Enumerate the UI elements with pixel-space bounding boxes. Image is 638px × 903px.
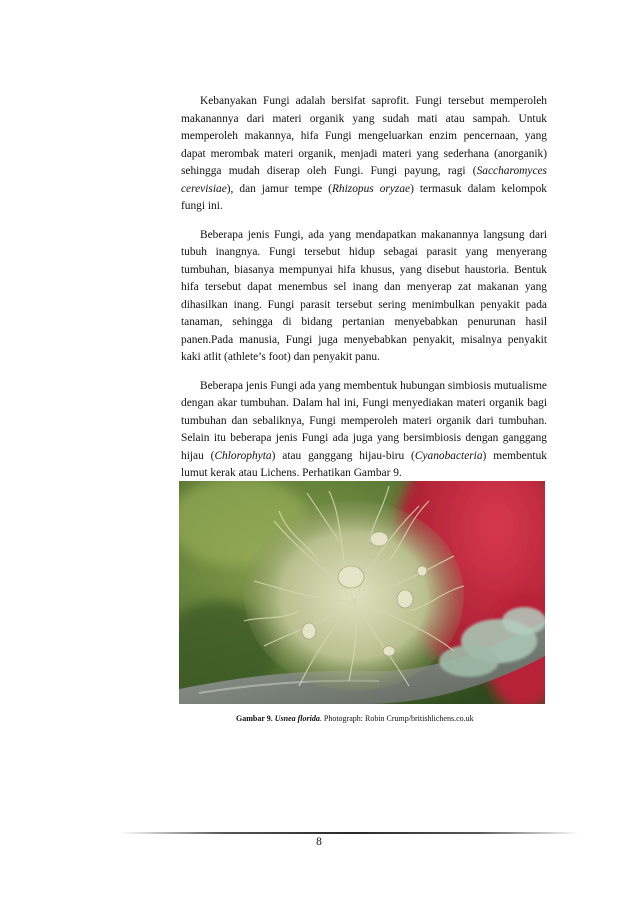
paragraph: Beberapa jenis Fungi ada yang membentuk hubungan simbiosis mutualisme dengan akar tumbuhan. Dalam hal ini, Fungi menyediakan materi organik bagi tumbuhan dan sebaliknya, Fungi memperoleh materi organik dari tumbuhan. Selain itu beberapa jenis Fungi ada juga yang bersimbiosis dengan ganggang hijau (Chlorophyta) atau ganggang hijau-biru (Cyanobacteria) membentuk lumut kerak atau Lichens. Perhatikan Gambar 9. (181, 379, 547, 479)
figure-species: Usnea florida (274, 714, 320, 723)
figure-caption (236, 713, 556, 724)
footer-divider (120, 832, 580, 834)
figure-label: Gambar 9. (236, 714, 273, 723)
body-text (181, 93, 547, 494)
lichen-photograph (179, 481, 545, 704)
usnea-photo-illustration (179, 481, 545, 704)
page-number: 8 (316, 836, 322, 848)
paragraph: Beberapa jenis Fungi, ada yang mendapatkan makanannya langsung dari tubuh inangnya. Fungi tersebut hidup sebagai parasit yang menyerang tumbuhan, biasanya mempunyai hifa khusus, yang disebut haustoria. Bentuk hifa tersebut dapat menembus sel inang dan menyerap zat makanan yang dihasilkan inang. Fungi parasit tersebut sering menimbulkan penyakit pada tanaman, sehingga di bidang pertanian menyebabkan penurunan hasil panen.Pada manusia, Fungi juga menyebabkan penyakit, misalnya penyakit kaki atlit (athlete’s foot) dan penyakit panu. (181, 228, 547, 363)
paragraph: Kebanyakan Fungi adalah bersifat saprofit. Fungi tersebut memperoleh makanannya dari materi organik yang sudah mati atau sampah. Untuk memperoleh makannya, hifa Fungi mengeluarkan enzim pencernaan, yang dapat merombak materi organik, menjadi materi yang sederhana (anorganik) sehingga mudah diserap oleh Fungi. Fungi payung, ragi (Saccharomyces cerevisiae), dan jamur tempe (Rhizopus oryzae) termasuk dalam kelompok fungi ini. (181, 95, 547, 212)
lichen-tuft (244, 501, 464, 691)
figure-credit: . Photograph: Robin Crump/britishlichens.co.uk (319, 714, 474, 723)
